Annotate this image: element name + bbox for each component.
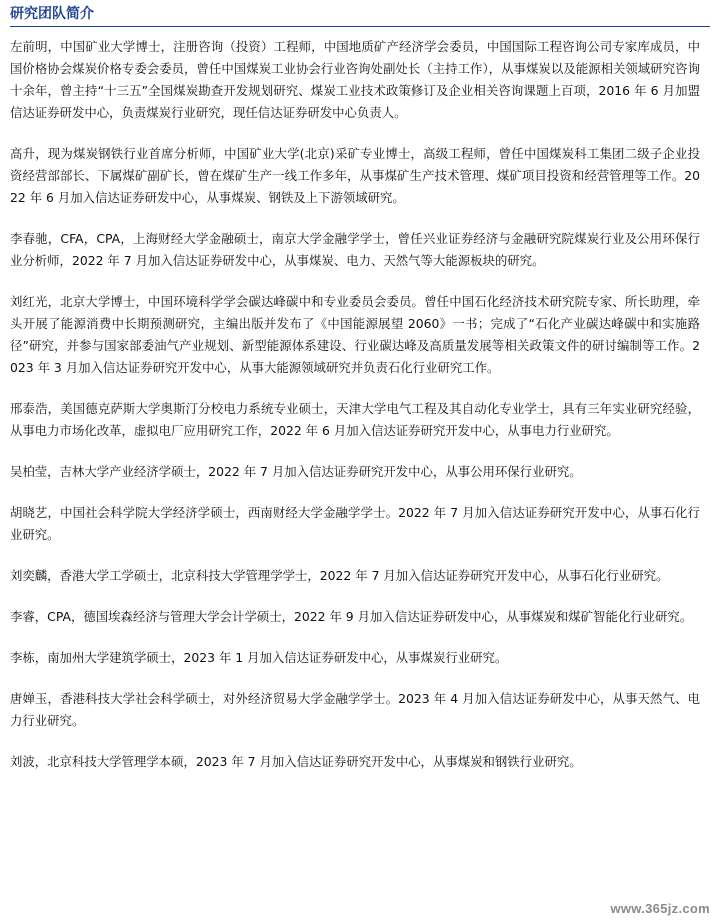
bio-paragraph-liu-bo: 刘波，北京科技大学管理学本硕，2023 年 7 月加入信达证券研究开发中心，从事煤炭和钢铁行业研究。 — [10, 754, 582, 769]
bio-paragraph-tang-chanyu: 唐婵玉，香港科技大学社会科学硕士，对外经济贸易大学金融学学士。2023 年 4 月加入信达证券研发中心，从事天然气、电力行业研究。 — [10, 691, 700, 728]
bio-paragraph-li-rui: 李睿，CPA，德国埃森经济与管理大学会计学硕士，2022 年 9 月加入信达证券研发中心，从事煤炭和煤矿智能化行业研究。 — [10, 609, 693, 624]
bio-paragraph-wu-baiying: 吴柏莹，吉林大学产业经济学硕士，2022 年 7 月加入信达证券研究开发中心，从事公用环保行业研究。 — [10, 464, 582, 479]
bio-paragraph-xing-taihao: 邢泰浩，美国德克萨斯大学奥斯汀分校电力系统专业硕士，天津大学电气工程及其自动化专业学士，具有三年实业研究经验，从事电力市场化改革，虚拟电厂应用研究工作，2022 年 6 月加入信达证券研究开发中心，从事电力行业研究。 — [10, 401, 700, 438]
bio-paragraph-li-chunchi: 李春驰，CFA，CPA，上海财经大学金融硕士，南京大学金融学学士，曾任兴业证券经济与金融研究院煤炭行业及公用环保行业分析师，2022 年 7 月加入信达证券研发中心，从事煤炭、电力、天然气等大能源板块的研究。 — [10, 231, 700, 268]
bio-paragraph-li-dong: 李栋，南加州大学建筑学硕士，2023 年 1 月加入信达证券研发中心，从事煤炭行业研究。 — [10, 650, 508, 665]
title-underline — [10, 26, 710, 27]
bio-paragraph-hu-xiaoyi: 胡晓艺，中国社会科学院大学经济学硕士，西南财经大学金融学学士。2022 年 7 月加入信达证券研究开发中心，从事石化行业研究。 — [10, 505, 700, 542]
site-watermark: www.365jz.com — [610, 901, 710, 916]
team-bios — [10, 36, 700, 792]
bio-paragraph-gao-sheng: 高升，现为煤炭钢铁行业首席分析师，中国矿业大学(北京)采矿专业博士，高级工程师，曾任中国煤炭科工集团二级子企业投资经营部部长、下属煤矿副矿长，曾在煤矿生产一线工作多年，从事煤矿生产技术管理、煤矿项目投资和经营管理等工作。2022 年 6 月加入信达证券研发中心，从事煤炭、钢铁及上下游领域研究。 — [10, 146, 700, 205]
section-title: 研究团队简介 — [10, 6, 94, 22]
bio-paragraph-liu-yilin: 刘奕麟，香港大学工学硕士，北京科技大学管理学学士，2022 年 7 月加入信达证券研究开发中心，从事石化行业研究。 — [10, 568, 669, 583]
bio-paragraph-liu-hongguang: 刘红光，北京大学博士，中国环境科学学会碳达峰碳中和专业委员会委员。曾任中国石化经济技术研究院专家、所长助理，牵头开展了能源消费中长期预测研究，主编出版并发布了《中国能源展望 2060》一书；完成了“石化产业碳达峰碳中和实施路径”研究，并参与国家部委油气产业规划、新型能源体系建设、行业碳达峰及高质量发展等相关政策文件的研讨编制等工作。2023 年 3 月加入信达证券研究开发中心，从事大能源领域研究并负责石化行业研究工作。 — [10, 294, 700, 375]
section-header — [0, 0, 718, 28]
bio-paragraph-zuo-qianming: 左前明，中国矿业大学博士，注册咨询（投资）工程师，中国地质矿产经济学会委员，中国国际工程咨询公司专家库成员，中国价格协会煤炭价格专委会委员，曾任中国煤炭工业协会行业咨询处副处长（主持工作），从事煤炭以及能源相关领域研究咨询十余年，曾主持“十三五”全国煤炭勘查开发规划研究、煤炭工业技术政策修订及企业相关咨询课题上百项，2016 年 6 月加盟信达证券研发中心，负责煤炭行业研究，现任信达证券研发中心负责人。 — [10, 39, 700, 120]
